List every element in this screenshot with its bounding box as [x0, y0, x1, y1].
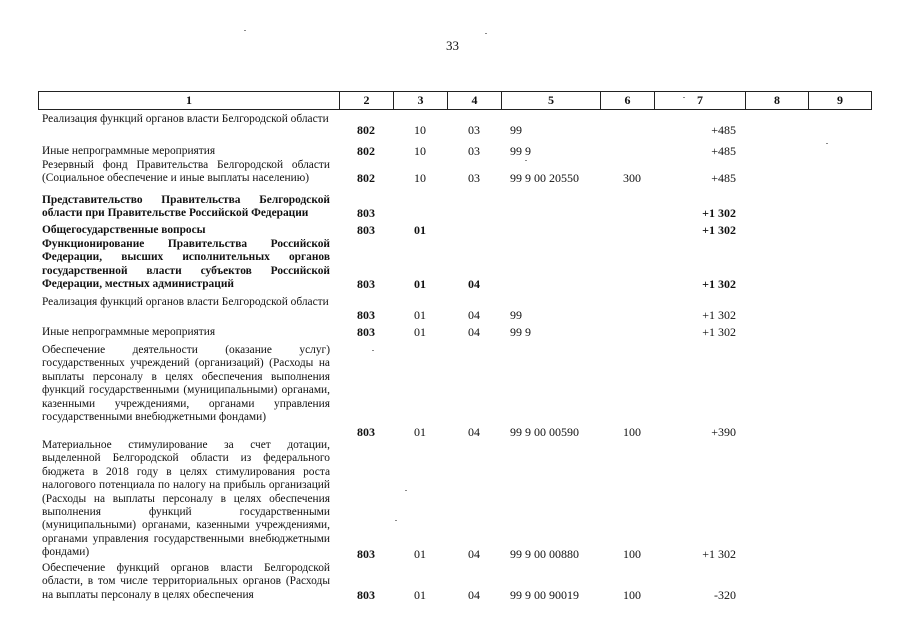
row-subsection-code: 04 [468, 308, 480, 322]
row-target-code: 99 [510, 123, 522, 137]
row-section-code: 01 [414, 223, 426, 237]
row-ministry-code: 803 [357, 425, 375, 439]
row-amount: +485 [711, 123, 736, 137]
row-subsection-code: 04 [468, 588, 480, 602]
header-col-8: 8 [746, 92, 809, 110]
row-amount: +1 302 [702, 308, 736, 322]
row-section-code: 10 [414, 144, 426, 158]
row-expense-type: 100 [623, 588, 641, 602]
row-name: Общегосударственные вопросы [42, 224, 206, 236]
row-expense-type: 300 [623, 171, 641, 185]
row-target-code: 99 9 00 90019 [510, 588, 579, 602]
row-subsection-code: 04 [468, 325, 480, 339]
row-subsection-code: 04 [468, 277, 480, 291]
row-target-code: 99 9 [510, 144, 531, 158]
row-name: Реализация функций органов власти Белгородской области [42, 296, 329, 308]
header-col-5: 5 [502, 92, 601, 110]
row-name: Резервный фонд Правительства Белгородской области (Социальное обеспечение и иные выплаты населению) [42, 159, 330, 185]
row-target-code: 99 9 [510, 325, 531, 339]
header-col-4: 4 [448, 92, 502, 110]
row-amount: +1 302 [702, 277, 736, 291]
row-subsection-code: 03 [468, 144, 480, 158]
row-section-code: 01 [414, 308, 426, 322]
scan-speck [405, 490, 407, 491]
header-col-3: 3 [394, 92, 448, 110]
row-ministry-code: 803 [357, 547, 375, 561]
header-col-6: 6 [601, 92, 655, 110]
row-ministry-code: 802 [357, 144, 375, 158]
row-expense-type: 100 [623, 547, 641, 561]
row-ministry-code: 803 [357, 277, 375, 291]
header-col-2: 2 [340, 92, 394, 110]
row-subsection-code: 04 [468, 425, 480, 439]
row-section-code: 01 [414, 277, 426, 291]
table-header [38, 91, 872, 110]
scan-speck [244, 30, 246, 31]
row-target-code: 99 [510, 308, 522, 322]
row-target-code: 99 9 00 00880 [510, 547, 579, 561]
row-amount: +485 [711, 144, 736, 158]
row-name: Реализация функций органов власти Белгородской области [42, 113, 329, 125]
row-subsection-code: 03 [468, 171, 480, 185]
row-section-code: 01 [414, 425, 426, 439]
row-ministry-code: 803 [357, 325, 375, 339]
row-amount: +390 [711, 425, 736, 439]
row-amount: +1 302 [702, 223, 736, 237]
row-expense-type: 100 [623, 425, 641, 439]
row-ministry-code: 803 [357, 223, 375, 237]
scan-speck [826, 143, 828, 144]
row-target-code: 99 9 00 20550 [510, 171, 579, 185]
row-name: Иные непрограммные мероприятия [42, 145, 216, 157]
scan-speck [372, 350, 374, 351]
row-section-code: 01 [414, 547, 426, 561]
row-section-code: 10 [414, 123, 426, 137]
row-name: Обеспечение деятельности (оказание услуг) государственных учреждений (организаций) (Расходы на выплаты персоналу в целях обеспечения выполнения функций государственными (муниципальными) органами, казенными учреждениями, органами управления государственными внебюджетными фондами) [42, 344, 330, 424]
header-col-9: 9 [809, 92, 872, 110]
row-amount: +1 302 [702, 206, 736, 220]
row-amount: +1 302 [702, 325, 736, 339]
row-ministry-code: 803 [357, 588, 375, 602]
row-ministry-code: 802 [357, 123, 375, 137]
header-col-7: 7 [655, 92, 746, 110]
row-section-code: 10 [414, 171, 426, 185]
row-ministry-code: 802 [357, 171, 375, 185]
page-number: 33 [446, 38, 459, 53]
row-subsection-code: 04 [468, 547, 480, 561]
row-name: Материальное стимулирование за счет дотации, выделенной Белгородской области из федерального бюджета в 2018 году в целях стимулирования роста налогового потенциала по налогу на прибыль организаций (Расходы на выплаты персоналу в целях обеспечения выполнения функций государственными (муниципальными) органами, казенными учреждениями, органами управления государственными внебюджетными фондами) [42, 439, 330, 559]
row-target-code: 99 9 00 00590 [510, 425, 579, 439]
scan-speck [395, 520, 397, 521]
scan-speck [683, 97, 685, 98]
row-amount: +485 [711, 171, 736, 185]
scan-speck [525, 160, 527, 161]
row-section-code: 01 [414, 325, 426, 339]
row-section-code: 01 [414, 588, 426, 602]
scan-speck [485, 33, 487, 34]
row-name: Представительство Правительства Белгородской области при Правительстве Российской Федерации [42, 194, 330, 220]
row-name: Функционирование Правительства Российской Федерации, высших исполнительных органов государственной власти субъектов Российской Федерации, местных администраций [42, 238, 330, 291]
header-col-1: 1 [39, 92, 340, 110]
row-amount: +1 302 [702, 547, 736, 561]
row-ministry-code: 803 [357, 206, 375, 220]
row-subsection-code: 03 [468, 123, 480, 137]
row-amount: -320 [714, 588, 736, 602]
row-name: Обеспечение функций органов власти Белгородской области, в том числе территориальных органов (Расходы на выплаты персоналу в целях обеспечения [42, 562, 330, 601]
row-ministry-code: 803 [357, 308, 375, 322]
row-name: Иные непрограммные мероприятия [42, 326, 216, 338]
header-row [39, 92, 872, 110]
